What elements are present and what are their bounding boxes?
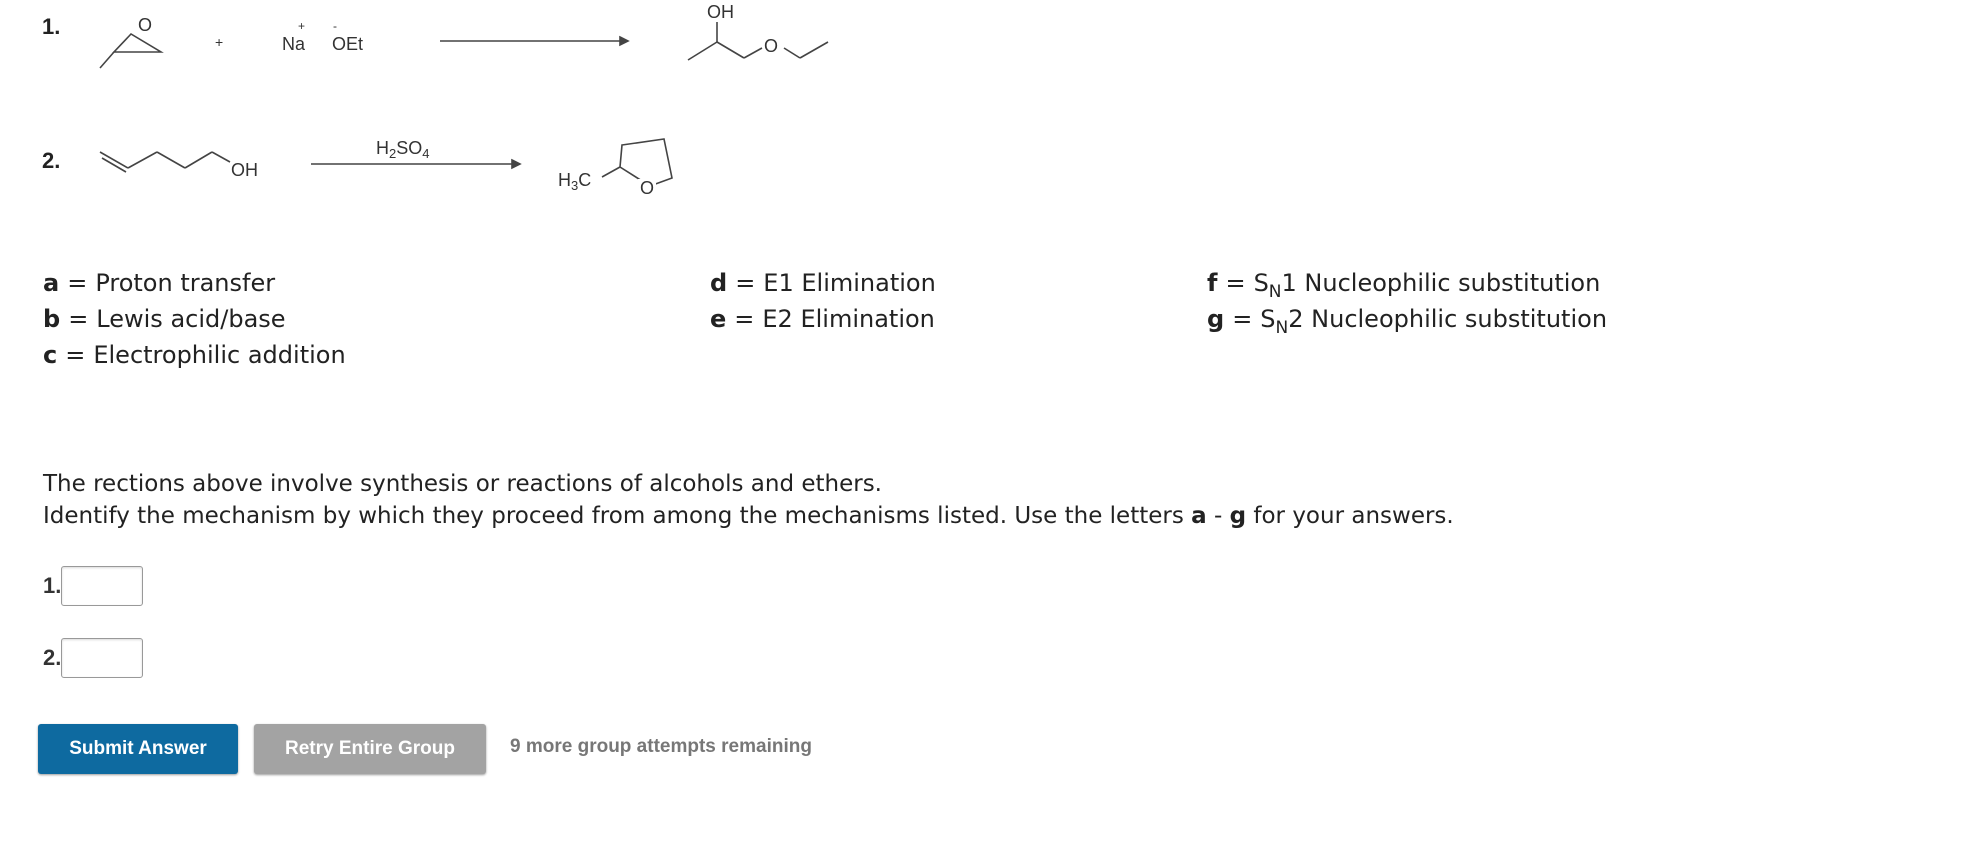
mechanism-key: g: [1207, 305, 1225, 333]
ether-oxygen: O: [764, 36, 779, 56]
instructions: [43, 468, 1454, 532]
instructions-line-1: The rections above involve synthesis or reactions of alcohols and ethers.: [43, 471, 882, 497]
mechanism-g: [1207, 301, 1607, 340]
reaction-arrow-1: [440, 37, 628, 45]
sodium-label: Na: [282, 34, 306, 54]
mechanism-label: $S_N1$ Nucleophilic substitution: [1253, 269, 1601, 302]
mechanism-equals: =: [735, 269, 756, 297]
reaction-1-scheme: [0, 0, 900, 90]
ethoxide-label: OEt: [332, 34, 364, 54]
mechanism-label: $S_N2$ Nucleophilic substitution: [1260, 305, 1608, 338]
answer-2-input[interactable]: [61, 638, 143, 678]
instructions-line-2: Identify the mechanism by which they proceed from among the mechanisms listed. Use the letters a - g for your answers.: [43, 503, 1454, 529]
pentenol-reactant: [100, 152, 258, 180]
answer-1-label: 1.: [43, 573, 62, 598]
answer-row-1: [43, 566, 143, 606]
ethoxide-charge: -: [333, 19, 337, 33]
epoxide-oxygen: O: [138, 15, 153, 35]
mechanism-equals: =: [65, 341, 86, 369]
attempts-remaining-text: 9 more group attempts remaining: [510, 736, 812, 757]
mechanism-equals: =: [734, 305, 755, 333]
ring-oxygen: O: [640, 178, 655, 198]
mechanism-key: c: [43, 341, 58, 369]
answer-row-2: [43, 638, 143, 678]
answer-1-input[interactable]: [61, 566, 143, 606]
methyltetrahydrofuran-product: [558, 139, 672, 198]
mechanism-equals: =: [1232, 305, 1253, 333]
mechanism-key: d: [710, 269, 728, 297]
mechanism-e: [710, 301, 935, 337]
mechanism-equals: =: [67, 269, 88, 297]
retry-entire-group-button[interactable]: Retry Entire Group: [254, 724, 486, 774]
reaction-arrow-2: [311, 160, 520, 168]
sodium-charge: +: [298, 19, 306, 33]
plus-sign: +: [215, 34, 224, 50]
mechanism-equals: =: [1225, 269, 1246, 297]
hydroxyl-label: OH: [707, 2, 734, 22]
mechanism-key: a: [43, 269, 60, 297]
mechanism-f: [1207, 265, 1600, 304]
mechanism-d: [710, 265, 936, 301]
mechanism-label: E1 Elimination: [763, 269, 936, 297]
answer-2-label: 2.: [43, 645, 62, 670]
reaction-1-number: 1.: [42, 14, 61, 39]
hydroxyl-label: OH: [231, 160, 258, 180]
reaction-2-scheme: [0, 120, 900, 210]
mechanism-key: b: [43, 305, 61, 333]
epoxide-reactant: [100, 15, 161, 68]
submit-answer-button[interactable]: Submit Answer: [38, 724, 238, 774]
ether-alcohol-product: [688, 2, 828, 60]
mechanism-label: E2 Elimination: [762, 305, 935, 333]
mechanism-key: f: [1207, 269, 1218, 297]
mechanism-a: [43, 265, 275, 301]
mechanism-label: Electrophilic addition: [93, 341, 346, 369]
mechanism-equals: =: [68, 305, 89, 333]
mechanism-c: [43, 337, 346, 373]
reaction-2-number: 2.: [42, 148, 61, 173]
sulfuric-acid-label: $H_2SO_4$: [376, 138, 430, 161]
mechanism-b: [43, 301, 286, 337]
mechanism-label: Proton transfer: [95, 269, 276, 297]
mechanism-key: e: [710, 305, 727, 333]
mechanism-label: Lewis acid/base: [96, 305, 286, 333]
methyl-label: $H_3C$: [558, 170, 592, 193]
